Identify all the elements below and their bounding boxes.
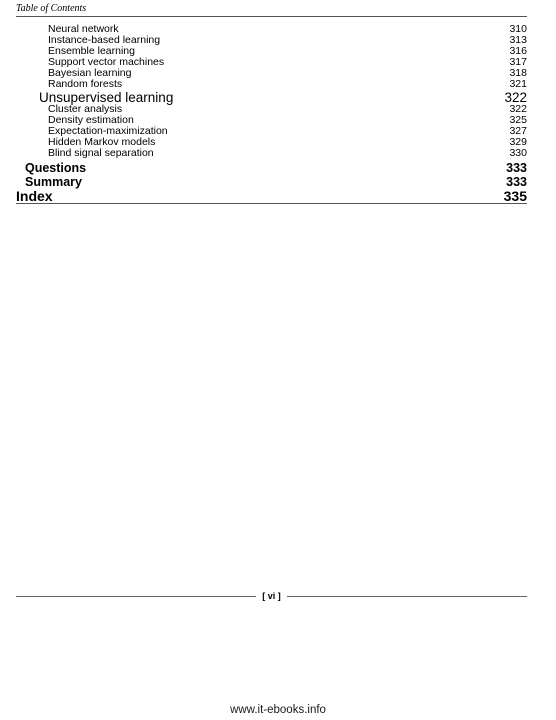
page-number: [ vi ] — [262, 591, 281, 601]
toc-entry-page: 333 — [506, 161, 527, 175]
toc-entry-title: Density estimation — [48, 114, 134, 126]
toc-entry-page: 317 — [509, 56, 527, 68]
toc-entry-summary[interactable] — [16, 175, 527, 189]
toc-entry-index[interactable] — [16, 189, 527, 204]
toc-entry-page: 322 — [509, 103, 527, 115]
toc-entry-questions[interactable] — [16, 161, 527, 175]
page-footer — [16, 591, 527, 601]
toc-entry-page: 330 — [509, 147, 527, 159]
toc-entry-title: Summary — [25, 175, 82, 189]
source-watermark: www.it-ebooks.info — [230, 704, 326, 716]
toc-entry-random-forests[interactable] — [16, 79, 527, 90]
toc-entry-title: Ensemble learning — [48, 45, 135, 57]
toc-entry-title: Index — [16, 188, 53, 204]
toc-entry-title: Questions — [25, 161, 87, 175]
toc-entry-page: 321 — [509, 78, 527, 90]
toc-entry-title: Cluster analysis — [48, 103, 123, 115]
toc-entry-page: 333 — [506, 175, 527, 189]
toc-entry-page: 313 — [509, 34, 527, 46]
toc-entry-page: 316 — [509, 45, 527, 57]
running-header: Table of Contents — [16, 3, 87, 14]
toc-entry-title: Bayesian learning — [48, 67, 132, 79]
toc-entry-title: Hidden Markov models — [48, 136, 156, 148]
toc-entry-title: Expectation-maximization — [48, 125, 168, 137]
toc-entry-page: 325 — [509, 114, 527, 126]
toc-entry-page: 329 — [509, 136, 527, 148]
toc-entry-title: Support vector machines — [48, 56, 165, 68]
toc-entry-page: 335 — [503, 188, 527, 204]
toc-entry-title: Unsupervised learning — [39, 90, 174, 105]
toc-entry-title: Blind signal separation — [48, 147, 154, 159]
header-rule — [16, 16, 527, 17]
chapter-rule — [16, 203, 527, 204]
footer-rule-right — [287, 596, 527, 597]
toc-entry-title: Neural network — [48, 23, 119, 35]
toc-entry-page: 318 — [509, 67, 527, 79]
toc-entry-page: 322 — [504, 90, 527, 105]
toc-entry-title: Random forests — [48, 78, 123, 90]
toc-entry-page: 327 — [509, 125, 527, 137]
footer-rule-left — [16, 596, 256, 597]
toc-entry-title: Instance-based learning — [48, 34, 161, 46]
toc-entry-blind-signal-separation[interactable] — [16, 148, 527, 159]
toc-entry-page: 310 — [509, 23, 527, 35]
